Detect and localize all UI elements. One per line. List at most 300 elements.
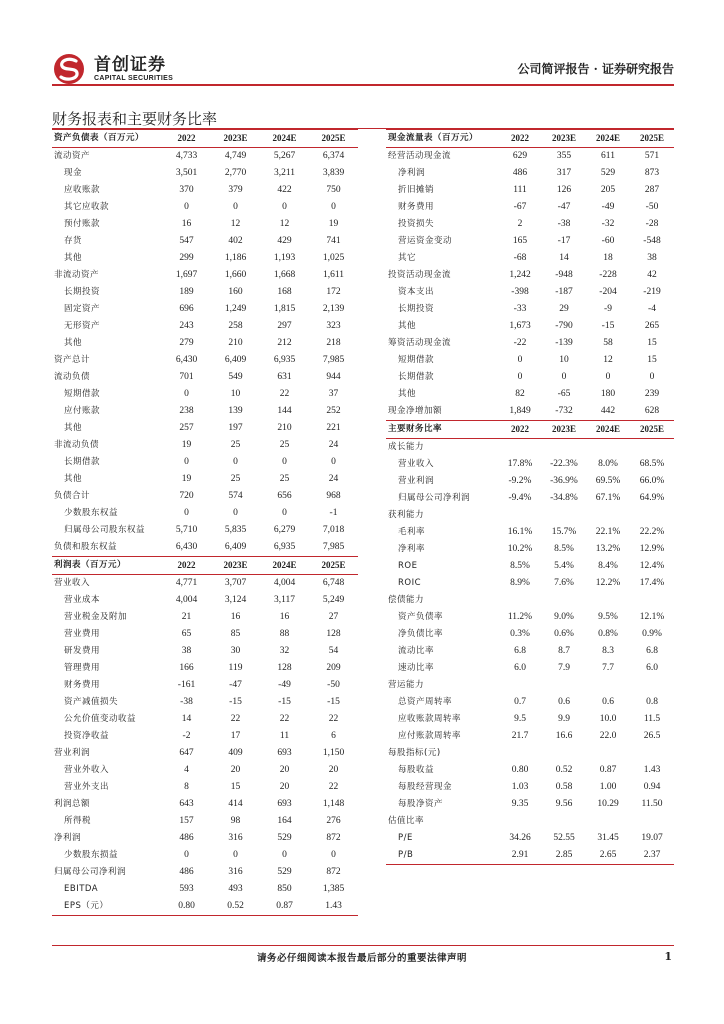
cell-value: 0	[561, 372, 567, 382]
table-row	[52, 437, 358, 454]
cell-value: 18	[603, 253, 613, 263]
cell-value: 25	[230, 440, 241, 450]
row-label: 财务费用	[64, 680, 101, 690]
cell-value: 9.5	[514, 714, 526, 724]
cell-value	[542, 745, 586, 762]
row-label: 每股经营现金	[398, 782, 453, 792]
cell-value: 0.80	[162, 898, 211, 916]
cell-value: 429	[277, 236, 292, 246]
cell-value: 0	[184, 508, 189, 518]
cell-value: 0	[331, 457, 336, 467]
cell-value: 442	[600, 406, 616, 416]
cell-value: -219	[643, 287, 661, 297]
cell-value: 872	[326, 867, 341, 877]
table-row	[52, 711, 358, 728]
cell-value: 1,242	[509, 270, 531, 280]
cell-value: 31.45	[597, 833, 619, 843]
column-header: 2022	[162, 557, 211, 575]
cell-value: 1,249	[224, 304, 247, 314]
cell-value: 656	[277, 491, 292, 501]
cell-value: 631	[277, 372, 292, 382]
logo-en: CAPITAL SECURITIES	[94, 75, 174, 82]
cell-value: 14	[559, 253, 569, 263]
cell-value: 12.9%	[639, 544, 665, 554]
cell-value: 128	[326, 629, 341, 639]
cell-value: 8	[184, 782, 189, 792]
cell-value: 4,004	[175, 595, 198, 605]
cell-value: 218	[326, 338, 341, 348]
cell-value: 19.07	[641, 833, 663, 843]
cell-value: 316	[228, 867, 243, 877]
row-label: 营业成本	[64, 595, 101, 605]
row-label: 投资活动现金流	[388, 270, 452, 280]
cell-value: -60	[601, 236, 615, 246]
table-row	[52, 318, 358, 335]
table-row	[52, 813, 358, 830]
cell-value: 166	[179, 663, 194, 673]
cash_flow-header-row	[386, 130, 674, 148]
cell-value: 287	[644, 185, 660, 195]
cell-value: 6,374	[322, 151, 345, 161]
row-label: 营业税金及附加	[64, 612, 128, 622]
cell-value: 409	[228, 748, 243, 758]
cell-value: 17.8%	[507, 459, 533, 469]
page-header	[52, 52, 674, 86]
row-label: 资本支出	[398, 287, 435, 297]
table-row	[52, 522, 358, 539]
cell-value: 317	[556, 168, 572, 178]
table-title: 主要财务比率	[386, 421, 498, 439]
cell-value: 16	[181, 219, 192, 229]
row-label: 财务费用	[398, 202, 435, 212]
row-label: 负债和股东权益	[54, 542, 118, 552]
cell-value: 52.55	[553, 833, 575, 843]
cell-value: -65	[557, 389, 571, 399]
cell-value: 6,279	[273, 525, 296, 535]
section-title: 财务报表和主要财务比率	[52, 110, 218, 128]
cell-value: 7.6%	[554, 578, 574, 588]
cell-value	[542, 592, 586, 609]
cell-value: 19	[181, 440, 192, 450]
column-header: 2022	[498, 130, 542, 148]
row-label: 利润总额	[54, 799, 91, 809]
cell-value: -948	[555, 270, 573, 280]
column-header: 2024E	[586, 130, 630, 148]
cell-value: 15	[230, 782, 241, 792]
cell-value: 279	[179, 338, 194, 348]
table-row	[52, 660, 358, 677]
cell-value	[630, 745, 674, 762]
cell-value: 529	[600, 168, 616, 178]
table-row	[52, 250, 358, 267]
table-row	[52, 575, 358, 593]
cell-value: 12	[230, 219, 241, 229]
cell-value: 11	[279, 731, 290, 741]
cell-value: 1,025	[322, 253, 345, 263]
cell-value: 5,267	[273, 151, 296, 161]
column-header: 2023E	[211, 130, 260, 148]
cell-value: 257	[179, 423, 194, 433]
cell-value: 0.87	[260, 898, 309, 916]
cell-value	[542, 677, 586, 694]
row-label: 净负债比率	[398, 629, 444, 639]
cell-value: 276	[326, 816, 341, 826]
table-row	[52, 148, 358, 166]
cell-value: 643	[179, 799, 194, 809]
row-label: 管理费用	[64, 663, 101, 673]
table-row	[386, 558, 674, 575]
table-row	[52, 609, 358, 626]
cell-value: 2.85	[542, 847, 586, 865]
cell-value: 27	[328, 612, 339, 622]
cell-value	[586, 507, 630, 524]
row-label: 非流动资产	[54, 270, 100, 280]
table-row	[386, 694, 674, 711]
table-row	[52, 592, 358, 609]
cell-value: -732	[555, 406, 573, 416]
column-header: 2025E	[309, 130, 358, 148]
cell-value: 944	[326, 372, 341, 382]
row-label: 每股净资产	[398, 799, 444, 809]
page-number: 1	[664, 950, 672, 963]
cell-value: 20	[230, 765, 241, 775]
row-label: 营运资金变动	[398, 236, 453, 246]
cell-value: 4,733	[175, 151, 198, 161]
cell-value: 38	[181, 646, 192, 656]
cell-value: -68	[513, 253, 527, 263]
cell-value: 12.4%	[639, 561, 665, 571]
cell-value: 5,249	[322, 595, 345, 605]
row-label: P/B	[386, 847, 498, 865]
cell-value: 58	[603, 338, 613, 348]
row-label: 现金	[64, 168, 83, 178]
cell-value: 701	[179, 372, 194, 382]
cell-value: 379	[228, 185, 243, 195]
cell-value: 0.6	[602, 697, 614, 707]
cell-value: -34.8%	[550, 493, 578, 503]
cell-value: 9.56	[555, 799, 573, 809]
row-label: 营业收入	[54, 578, 91, 588]
cell-value	[586, 677, 630, 694]
cell-value: 32	[279, 646, 290, 656]
row-label: 营业利润	[398, 476, 435, 486]
cell-value: 1,815	[273, 304, 296, 314]
table-row	[386, 335, 674, 352]
cell-value: 67.1%	[595, 493, 621, 503]
row-label: 总资产周转率	[398, 697, 453, 707]
cell-value: 88	[279, 629, 290, 639]
table-row	[52, 745, 358, 762]
cell-value: 0.3%	[510, 629, 530, 639]
cell-value: -15	[278, 697, 291, 707]
cell-value: 414	[228, 799, 243, 809]
row-label: 长期借款	[398, 372, 435, 382]
cell-value: 21.7	[511, 731, 529, 741]
cell-value: 25	[279, 474, 290, 484]
cell-value: 111	[513, 185, 527, 195]
table-row	[386, 148, 674, 166]
cell-value: 6,935	[273, 355, 296, 365]
cell-value: 4,749	[224, 151, 247, 161]
row-label: 其它	[398, 253, 417, 263]
cell-value: 98	[230, 816, 241, 826]
cell-value: 20	[279, 782, 290, 792]
cell-value: 4,771	[175, 578, 198, 588]
cell-value: 0	[282, 457, 287, 467]
cell-value: 6,409	[224, 542, 247, 552]
cell-value: 24	[328, 474, 339, 484]
cell-value: 25	[230, 474, 241, 484]
table-row	[386, 233, 674, 250]
cell-value: -9.2%	[508, 476, 532, 486]
table-row	[386, 847, 674, 865]
cell-value: -50	[645, 202, 659, 212]
column-header: 2025E	[309, 557, 358, 575]
cell-value: 42	[647, 270, 657, 280]
cell-value: 7,985	[322, 355, 345, 365]
row-label: 应付账款	[64, 406, 101, 416]
table-row	[386, 592, 674, 609]
cell-value: -9	[604, 304, 612, 314]
cell-value: 493	[228, 884, 243, 894]
cell-value: 22.2%	[639, 527, 665, 537]
row-label: 营业外支出	[64, 782, 110, 792]
cell-value: 85	[230, 629, 241, 639]
row-label: 资产减值损失	[64, 697, 119, 707]
table-row	[386, 456, 674, 473]
cell-value	[498, 592, 542, 609]
table-row	[386, 711, 674, 728]
cell-value: 355	[556, 151, 572, 161]
row-label: 应收账款	[64, 185, 101, 195]
table-row	[52, 677, 358, 694]
cell-value: 7,985	[322, 542, 345, 552]
cell-value: 22	[328, 714, 339, 724]
row-label: 营业收入	[398, 459, 435, 469]
row-label: 归属母公司净利润	[398, 493, 471, 503]
row-label: 成长能力	[388, 442, 425, 452]
cell-value: 144	[277, 406, 292, 416]
table-row	[386, 779, 674, 796]
cell-value: 323	[326, 321, 341, 331]
cell-value: 2,770	[224, 168, 247, 178]
cell-value: 66.0%	[639, 476, 665, 486]
cell-value: 164	[277, 816, 292, 826]
table-row	[52, 830, 358, 847]
cell-value: 0	[282, 508, 287, 518]
table-row	[52, 233, 358, 250]
table-row	[52, 352, 358, 369]
column-header: 2023E	[211, 557, 260, 575]
row-label: 筹资活动现金流	[388, 338, 452, 348]
cell-value: 5,710	[175, 525, 198, 535]
header-rule	[52, 84, 674, 86]
cell-value: 165	[512, 236, 528, 246]
balance_sheet-header-row	[52, 130, 358, 148]
cell-value: 19	[328, 219, 339, 229]
row-label: 流动比率	[398, 646, 435, 656]
cell-value: 4,004	[273, 578, 296, 588]
cell-value: 6.8	[646, 646, 658, 656]
cell-value: 0.9%	[642, 629, 662, 639]
cell-value	[542, 507, 586, 524]
row-label: 其他	[64, 474, 83, 484]
cell-value: 212	[277, 338, 292, 348]
cell-value: -32	[601, 219, 615, 229]
cell-value: 6,748	[322, 578, 345, 588]
cell-value: 210	[228, 338, 243, 348]
row-label: P/E	[398, 833, 413, 843]
cell-value: 529	[277, 833, 292, 843]
table-row	[52, 643, 358, 660]
cell-value: 16.1%	[507, 527, 533, 537]
cell-value: -139	[555, 338, 573, 348]
cell-value: 157	[179, 816, 194, 826]
row-label: 资产总计	[54, 355, 91, 365]
cell-value: 10.0	[599, 714, 617, 724]
table-row	[386, 490, 674, 507]
cell-value	[542, 439, 586, 457]
row-label: 获利能力	[388, 510, 425, 520]
cell-value: -22	[513, 338, 527, 348]
cell-value: 139	[228, 406, 243, 416]
cell-value: 0.7	[514, 697, 526, 707]
cell-value	[630, 813, 674, 830]
cell-value: 3,124	[224, 595, 247, 605]
cell-value: 197	[228, 423, 243, 433]
cell-value: 20	[279, 765, 290, 775]
cell-value: -228	[599, 270, 617, 280]
cell-value: 8.7	[558, 646, 570, 656]
cell-value: 189	[179, 287, 194, 297]
row-label: 现金净增加额	[388, 406, 443, 416]
row-label: 少数股东权益	[64, 508, 119, 518]
row-label: 偿债能力	[388, 595, 425, 605]
cell-value: 29	[559, 304, 569, 314]
cell-value: 209	[326, 663, 341, 673]
cell-value: -548	[643, 236, 661, 246]
cell-value	[586, 439, 630, 457]
table-row	[52, 284, 358, 301]
table-row	[386, 199, 674, 216]
cell-value: 968	[326, 491, 341, 501]
table-row	[52, 403, 358, 420]
row-label: 流动负债	[54, 372, 91, 382]
cell-value: 6.8	[514, 646, 526, 656]
table-row	[386, 830, 674, 847]
cell-value: 299	[179, 253, 194, 263]
cell-value: 65	[181, 629, 192, 639]
cell-value: 1.43	[643, 765, 661, 775]
table-row	[386, 439, 674, 457]
cell-value: 0	[649, 372, 655, 382]
table-row	[386, 165, 674, 182]
cell-value: 628	[644, 406, 660, 416]
cell-value: 741	[326, 236, 341, 246]
table-row	[52, 881, 358, 898]
row-label: ROE	[398, 561, 418, 571]
row-label: 归属母公司股东权益	[64, 525, 146, 535]
cell-value: 850	[277, 884, 292, 894]
table-row	[52, 182, 358, 199]
table-row	[52, 796, 358, 813]
cell-value: 370	[179, 185, 194, 195]
cell-value: 252	[326, 406, 341, 416]
cell-value: -204	[599, 287, 617, 297]
legal-disclaimer: 请务必仔细阅读本报告最后部分的重要法律声明	[256, 953, 467, 964]
table-row	[386, 745, 674, 762]
cell-value: 422	[277, 185, 292, 195]
cell-value: 168	[277, 287, 292, 297]
cell-value: 82	[515, 389, 525, 399]
cell-value: 1,385	[322, 884, 345, 894]
cell-value: 10	[230, 389, 241, 399]
row-label: 营业利润	[54, 748, 91, 758]
table-row	[386, 728, 674, 745]
cell-value: 10.29	[597, 799, 619, 809]
row-label: 长期投资	[398, 304, 435, 314]
cell-value: -33	[513, 304, 527, 314]
cell-value: 69.5%	[595, 476, 621, 486]
row-label: EPS（元）	[52, 898, 162, 916]
cell-value: 172	[326, 287, 341, 297]
table-row	[386, 216, 674, 233]
row-label: 资产负债率	[398, 612, 444, 622]
cell-value: 0.94	[643, 782, 661, 792]
cell-value: -47	[557, 202, 571, 212]
row-label: 毛利率	[398, 527, 426, 537]
table-row	[52, 471, 358, 488]
column-header: 2022	[498, 421, 542, 439]
cell-value: -49	[601, 202, 615, 212]
cell-value: 16	[279, 612, 290, 622]
cell-value: -28	[645, 219, 659, 229]
cell-value	[498, 677, 542, 694]
row-label: 流动资产	[54, 151, 91, 161]
cell-value: 0	[184, 389, 189, 399]
cell-value: 7,018	[322, 525, 345, 535]
row-label: 其他	[398, 389, 417, 399]
footer-rule	[52, 945, 674, 946]
table-row	[386, 318, 674, 335]
cell-value: 1.43	[309, 898, 358, 916]
left-financial-table	[52, 129, 358, 916]
cell-value	[498, 813, 542, 830]
cell-value: 8.5%	[554, 544, 574, 554]
table-row	[386, 626, 674, 643]
cell-value: 16	[230, 612, 241, 622]
cell-value: 1,193	[273, 253, 296, 263]
table-title: 资产负债表（百万元）	[52, 130, 162, 148]
cell-value: 0.87	[599, 765, 617, 775]
cell-value: 297	[277, 321, 292, 331]
cell-value: 0.6	[558, 697, 570, 707]
cell-value: 549	[228, 372, 243, 382]
cell-value: 2,139	[322, 304, 345, 314]
row-label: 营业费用	[64, 629, 101, 639]
cell-value: -15	[601, 321, 615, 331]
cell-value: -790	[555, 321, 573, 331]
cell-value: 0.58	[555, 782, 573, 792]
cell-value: 629	[512, 151, 528, 161]
right-financial-table	[386, 129, 674, 865]
table-row	[386, 473, 674, 490]
row-label: 应收账款周转率	[398, 714, 462, 724]
cell-value: 239	[644, 389, 660, 399]
cell-value: 38	[647, 253, 657, 263]
table-row	[386, 182, 674, 199]
cell-value: 126	[556, 185, 572, 195]
